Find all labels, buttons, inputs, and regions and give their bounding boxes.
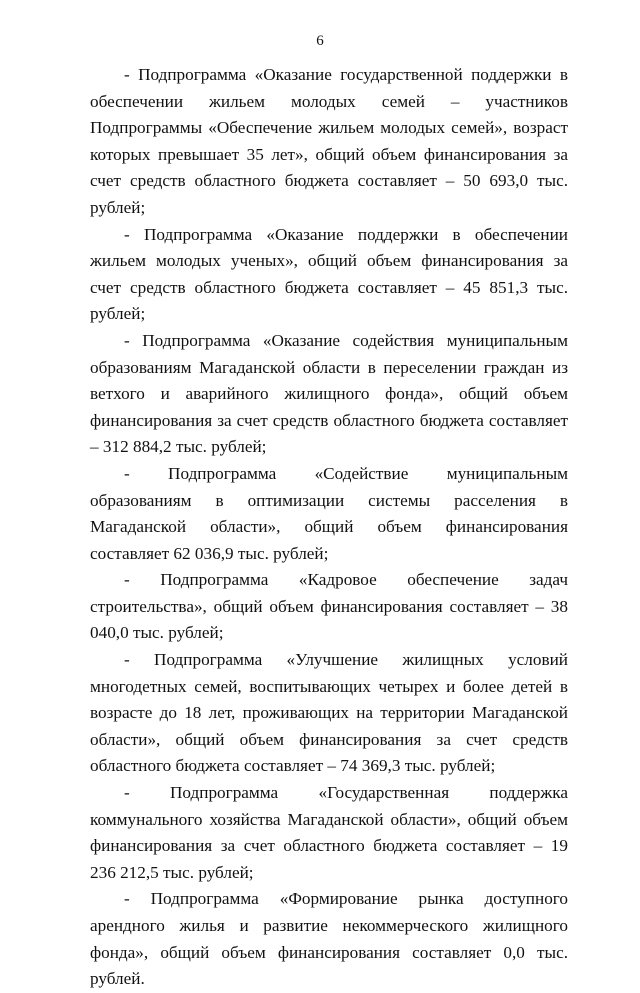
paragraph-large-families: - Подпрограмма «Улучшение жилищных условий многодетных семей, воспитывающих четырех и более детей в возрасте до 18 лет, проживающих на территории Магаданской области», общий объем финансирования за счет средств областного бюджета составляет – 74 369,3 тыс. рублей;	[90, 650, 568, 776]
paragraph-rental-housing-market: - Подпрограмма «Формирование рынка доступного арендного жилья и развитие некоммерческого жилищного фонда», общий объем финансирования составляет 0,0 тыс. рублей.	[90, 889, 568, 989]
page-number: 6	[316, 33, 324, 49]
paragraph-communal-services: - Подпрограмма «Государственная поддержка коммунального хозяйства Магаданской области», общий объем финансирования за счет областного бюджета составляет – 19 236 212,5 тыс. рублей;	[90, 783, 568, 882]
paragraph-resettlement-dilapidated-housing: - Подпрограмма «Оказание содействия муниципальным образованиям Магаданской области в переселении граждан из ветхого и аварийного жилищного фонда», общий объем финансирования за счет средств областного бюджета составляет – 312 884,2 тыс. рублей;	[90, 330, 568, 457]
paragraph-construction-staffing: - Подпрограмма «Кадровое обеспечение задач строительства», общий объем финансирования составляет – 38 040,0 тыс. рублей;	[90, 570, 568, 643]
paragraph-young-scientists: - Подпрограмма «Оказание поддержки в обеспечении жильем молодых ученых», общий объем финансирования за счет средств областного бюджета составляет – 45 851,3 тыс. рублей;	[90, 224, 568, 324]
paragraph-young-families: - Подпрограмма «Оказание государственной поддержки в обеспечении жильем молодых семей – участников Подпрограммы «Обеспечение жильем молодых семей», возраст которых превышает 35 лет», общий объем финансирования за счет средств областного бюджета составляет – 50 693,0 тыс. рублей;	[90, 65, 568, 217]
document-body	[90, 62, 568, 993]
paragraph-settlement-optimization: - Подпрограмма «Содействие муниципальным образованиям в оптимизации системы расселения в Магаданской области», общий объем финансирования составляет 62 036,9 тыс. рублей;	[90, 463, 568, 563]
